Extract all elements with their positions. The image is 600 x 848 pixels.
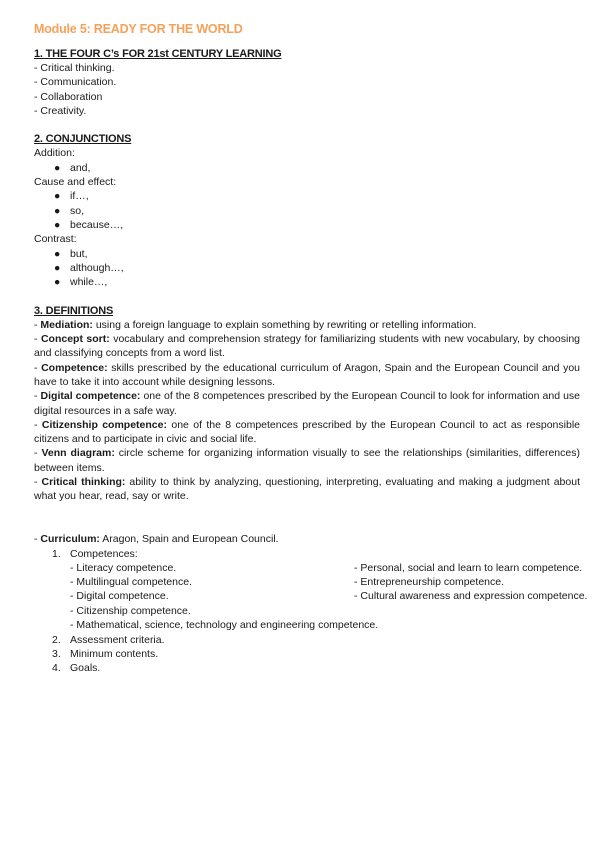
list-item: ● if…, xyxy=(54,190,89,203)
contrast-label: Contrast: xyxy=(34,233,77,246)
definition-digital-competence: - Digital competence: one of the 8 competences prescribed by the European Council to look for information and use digital resources in a safe way. xyxy=(34,390,580,417)
definition-citizenship-competence: - Citizenship competence: one of the 8 competences prescribed by the European Council to act as responsible citizens and to participate in civic and social life. xyxy=(34,418,580,446)
cause-label: Cause and effect: xyxy=(34,176,117,189)
section-3-heading: 3. DEFINITIONS xyxy=(34,304,114,317)
list-item: ● although…, xyxy=(54,261,124,274)
list-item: - Critical thinking. xyxy=(34,62,115,74)
section-1-heading: 1. THE FOUR C’s FOR 21st CENTURY LEARNING xyxy=(34,48,282,60)
numbered-item: 1. Competences: xyxy=(52,547,138,560)
list-item: - Cultural awareness and expression competence. xyxy=(354,590,588,603)
addition-label: Addition: xyxy=(34,147,75,160)
bullet-icon: ● xyxy=(54,276,61,289)
definition-critical-thinking: - Critical thinking: ability to think by analyzing, questioning, interpreting, evaluating and making a judgment about what you hear, read, say or write. xyxy=(34,476,580,503)
list-item: - Mathematical, science, technology and engineering competence. xyxy=(70,618,379,631)
list-item: ● so, xyxy=(54,204,85,217)
definition-curriculum: - Curriculum: Aragon, Spain and European Council. xyxy=(34,533,279,546)
list-item: ● but, xyxy=(54,247,88,260)
list-item: - Communication. xyxy=(34,76,117,89)
list-item: ● and, xyxy=(54,161,91,174)
list-item: - Personal, social and learn to learn competence. xyxy=(354,561,583,574)
definition-concept-sort: - Concept sort: vocabulary and comprehension strategy for familiarizing students with new vocabulary, by choosing and classifying concepts from a word list. xyxy=(34,333,580,360)
numbered-item: 3. Minimum contents. xyxy=(52,648,159,661)
bullet-icon: ● xyxy=(54,204,61,217)
list-item: - Literacy competence. xyxy=(70,561,177,574)
numbered-item: 4. Goals. xyxy=(52,662,101,675)
list-item: - Digital competence. xyxy=(70,590,169,603)
module-title: Module 5: READY FOR THE WORLD xyxy=(34,22,243,36)
list-item: - Multilingual competence. xyxy=(70,576,192,589)
list-item: - Collaboration xyxy=(34,90,103,103)
list-item: ● because…, xyxy=(54,218,124,231)
section-2-heading: 2. CONJUNCTIONS xyxy=(34,133,132,146)
bullet-icon: ● xyxy=(54,161,61,174)
list-item: - Entrepreneurship competence. xyxy=(354,576,504,589)
numbered-item: 2. Assessment criteria. xyxy=(52,633,165,646)
list-item: - Citizenship competence. xyxy=(70,604,191,617)
list-item: - Creativity. xyxy=(34,104,87,117)
definition-venn-diagram: - Venn diagram: circle scheme for organizing information visually to see the relationships (similarities, differences) between items. xyxy=(34,447,580,474)
competences-list xyxy=(34,561,588,633)
definition-mediation: - Mediation: using a foreign language to explain something by rewriting or retelling information. xyxy=(34,318,477,331)
list-item: ● while…, xyxy=(54,276,108,289)
bullet-icon: ● xyxy=(54,261,61,274)
bullet-icon: ● xyxy=(54,190,61,203)
bullet-icon: ● xyxy=(54,247,61,260)
definition-competence: - Competence: skills prescribed by the educational curriculum of Aragon, Spain and the European Council and you have to take it into account while designing lessons. xyxy=(34,361,580,388)
document-page xyxy=(34,22,588,676)
bullet-icon: ● xyxy=(54,218,61,231)
